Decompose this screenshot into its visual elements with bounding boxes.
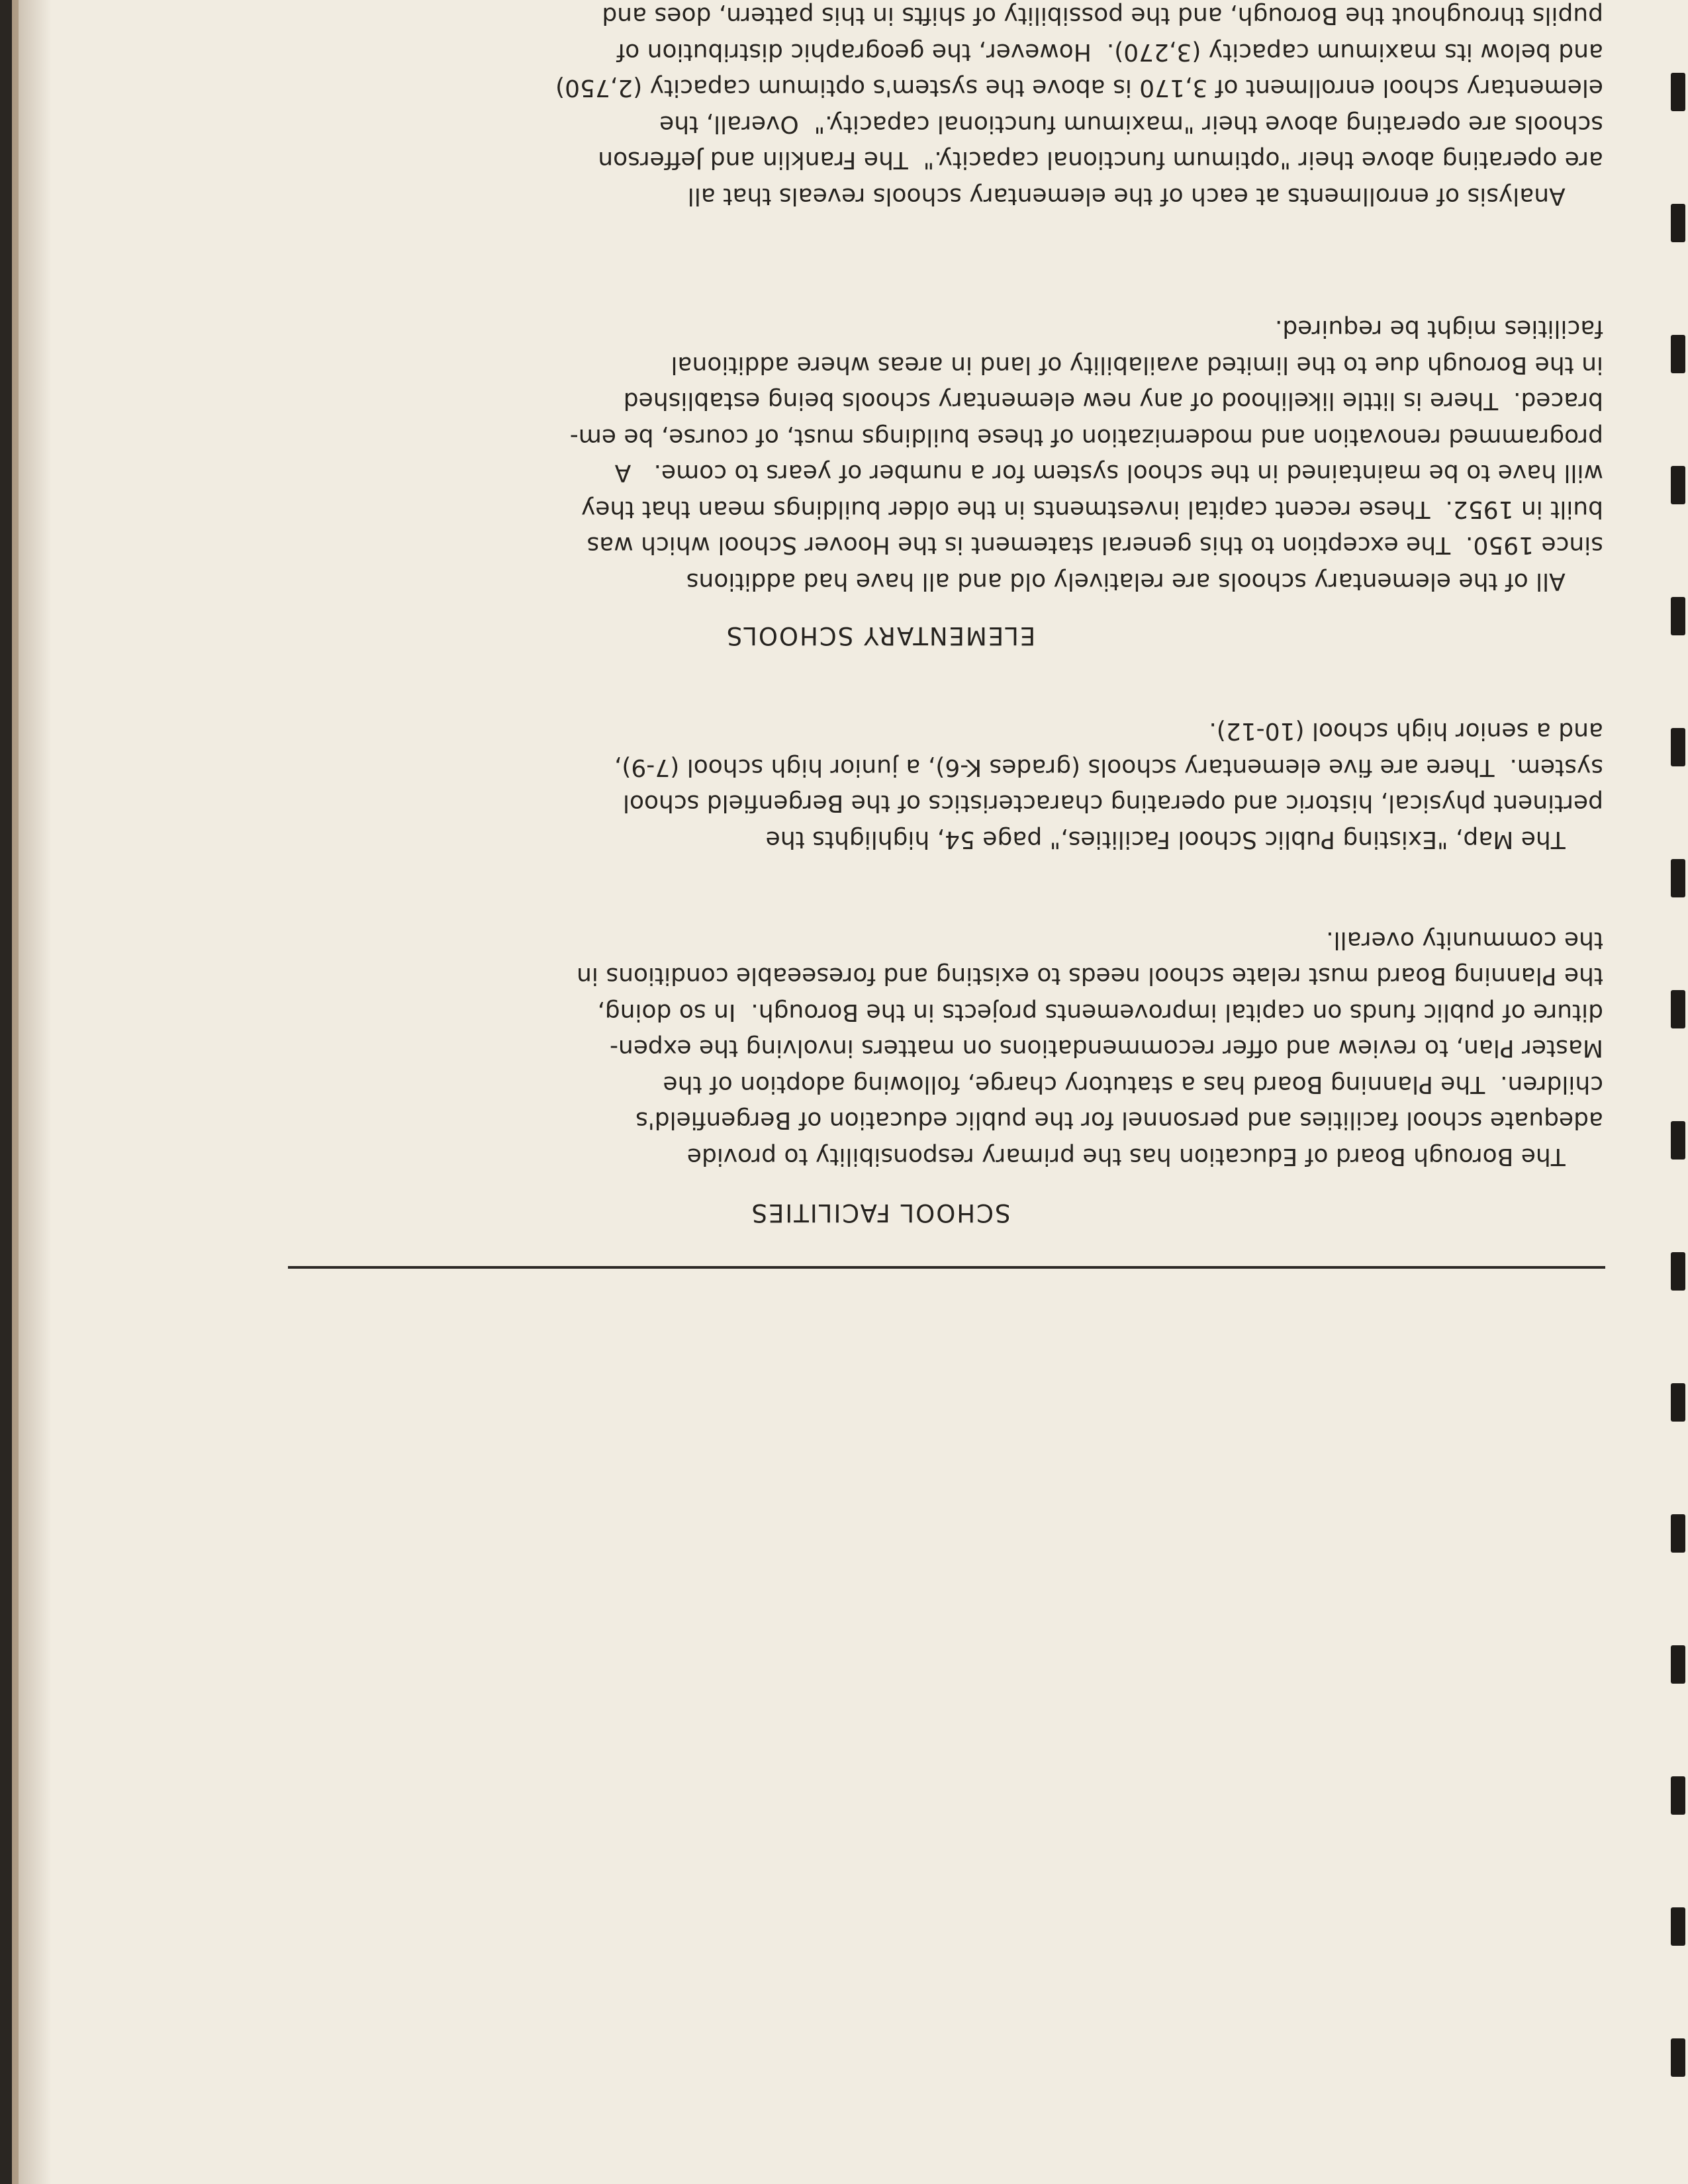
header-rule: [288, 1266, 1605, 1269]
paragraph-facilities-map: The Map, "Existing Public School Facilities," page 54, highlights the pertinent physical, historic and operating characteristics of the Bergenfield school system. There are five elementary schools (grades K-6), a junior high school (7-9), and a senior high school (10-12).: [614, 717, 1603, 853]
paragraph-board-responsibility: The Borough Board of Education has the primary responsibility to provide adequate school facilities and personnel for the public education of Bergenfield's children. The Planning Board has a statutory charge, following adoption of the Master Plan, to review and offer recommendations on matters involving the expen- diture of public funds on capital improvements projects in the Borough. In so doing, the Planning Board must relate school needs to existing and foreseeable conditions in the community overall.: [577, 927, 1603, 1170]
paragraph-enrollment-analysis: Analysis of enrollments at each of the elementary schools reveals that all are operating above their "optimum functional capacity." The Franklin and Jefferson schools are operating above their "maximum functional capacity." Overall, the elementary school enrollment of 3,170 is above the system's optimum capacity (2,750) and below its maximum capacity (3,270). However, the geographic distribution of pupils throughout the Borough, and the possibility of shifts in this pattern, does and: [555, 2, 1603, 210]
subsection-title: ELEMENTARY SCHOOLS: [725, 621, 1036, 650]
section-title: SCHOOL FACILITIES: [750, 1199, 1011, 1227]
paragraph-school-age: All of the elementary schools are relatively old and all have had additions since 1950. The exception to this general statement is the Hoover School which was built in 1952. These recent capital investments in the older buildings mean that they will have to be maintained in the school system for a number of years to come. A programmed renovation and modernization of these buildings must, of course, be em- braced. There is little likelihood of any new elementary schools being established in the Borough due to the limited availability of land in areas where additional facilities might be required.: [569, 315, 1603, 595]
